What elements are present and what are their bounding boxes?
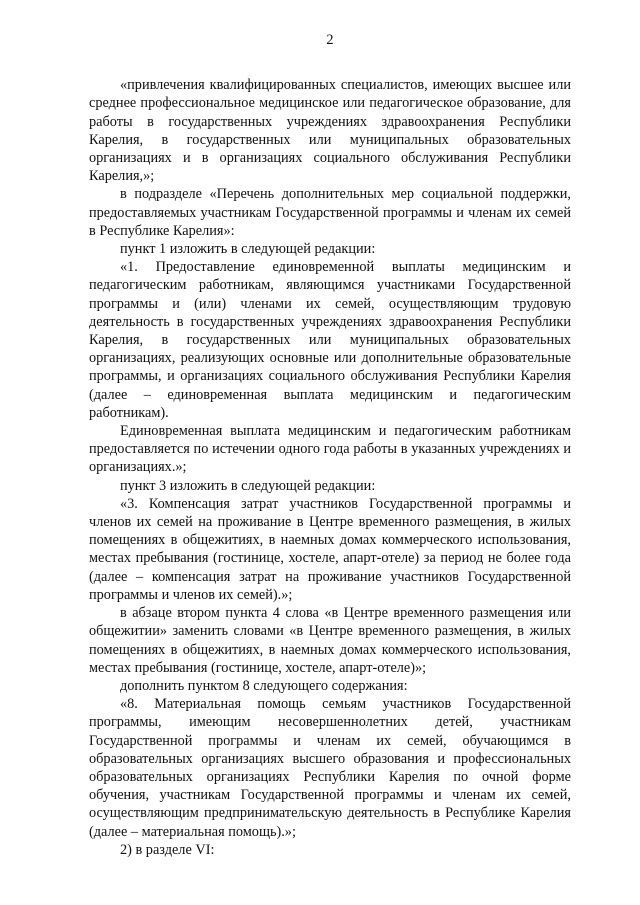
paragraph: «3. Компенсация затрат участников Государственной программы и членов их семей на проживание в Центре временного размещения, в жилых помещениях в общежитиях, в наемных домах коммерческого использования, местах пребывания (гостинице, хостеле, апарт-отеле) за период не более года (далее – компенсация затрат на проживание участников Государственной программы и членов их семей).»; — [89, 495, 571, 603]
paragraph: в подразделе «Перечень дополнительных мер социальной поддержки, предоставляемых участникам Государственной программы и членам их семей в Республике Карелия»: — [89, 186, 571, 239]
paragraph: «привлечения квалифицированных специалистов, имеющих высшее или среднее профессиональное медицинское или педагогическое образование, для работы в государственных учреждениях здравоохранения Республики Карелия, в государственных или муниципальных образовательных организациях и в организациях социального обслуживания Республики Карелия,»; — [89, 77, 571, 185]
paragraph: «1. Предоставление единовременной выплаты медицинским и педагогическим работникам, являющимся участниками Государственной программы и (или) членами их семей, осуществляющим трудовую деятельность в государственных учреждениях здравоохранения Республики Карелия, в государственных или муниципальных образовательных организациях, реализующих основные или дополнительные образовательные программы, и организациях социального обслуживания Республики Карелия (далее – единовременная выплата медицинским и педагогическим работникам). — [89, 259, 571, 421]
paragraph: 2) в разделе VI: — [120, 841, 215, 858]
paragraph: пункт 3 изложить в следующей редакции: — [120, 477, 376, 494]
document-page — [89, 31, 571, 859]
paragraph: «8. Материальная помощь семьям участников Государственной программы, имеющим несовершеннолетних детей, участникам Государственной программы и членам их семей, обучающимся в образовательных организациях высшего образования и профессиональных образовательных организациях Республики Карелия по очной форме обучения, участникам Государственной программы и членам их семей, осуществляющим предпринимательскую деятельность в Республике Карелия (далее – материальная помощь).»; — [89, 696, 571, 840]
page-number: 2 — [326, 32, 334, 48]
paragraph: дополнить пунктом 8 следующего содержания: — [120, 677, 408, 694]
paragraph: в абзаце втором пункта 4 слова «в Центре временного размещения или общежитии» заменить словами «в Центре временного размещения, в жилых помещениях в общежитиях, в наемных домах коммерческого использования, местах пребывания (гостинице, хостеле, апарт-отеле)»; — [89, 605, 571, 676]
paragraph: Единовременная выплата медицинским и педагогическим работникам предоставляется по истечении одного года работы в указанных учреждениях и организациях.»; — [89, 423, 571, 476]
paragraph: пункт 1 изложить в следующей редакции: — [120, 241, 376, 258]
